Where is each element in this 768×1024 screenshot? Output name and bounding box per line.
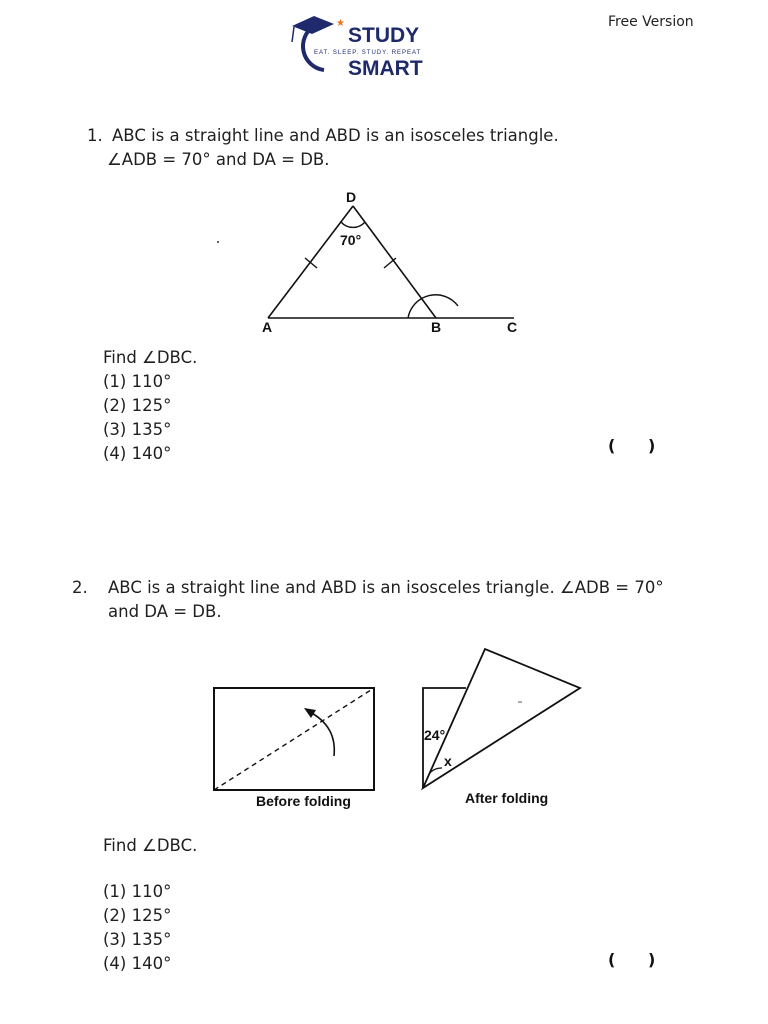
question-1-option-2[interactable]: (2) 125° bbox=[103, 396, 172, 415]
logo-graphic bbox=[284, 12, 474, 82]
question-1-answer-close: ) bbox=[648, 436, 656, 455]
question-1-option-4[interactable]: (4) 140° bbox=[103, 444, 172, 463]
question-1-answer-open: ( bbox=[608, 436, 616, 455]
question-2-option-2[interactable]: (2) 125° bbox=[103, 906, 172, 925]
label-c: C bbox=[507, 319, 518, 335]
question-2-option-1[interactable]: (1) 110° bbox=[103, 882, 172, 901]
question-2-line1: ABC is a straight line and ABD is an isosceles triangle. ∠ADB = 70° bbox=[108, 578, 664, 597]
label-70-degrees: 70° bbox=[340, 232, 362, 248]
logo-study-text: STUDY bbox=[348, 24, 420, 47]
label-d: D bbox=[346, 189, 357, 205]
question-1-answer-box[interactable] bbox=[620, 436, 646, 458]
svg-text:★: ★ bbox=[336, 18, 345, 29]
question-1-number: 1. bbox=[87, 126, 103, 145]
fold-arrow-icon bbox=[310, 712, 334, 756]
question-2-option-3[interactable]: (3) 135° bbox=[103, 930, 172, 949]
tick-mark-db bbox=[384, 258, 396, 268]
fold-line bbox=[214, 688, 374, 790]
question-2-line2: and DA = DB. bbox=[108, 602, 222, 621]
question-2-answer-close: ) bbox=[648, 950, 656, 969]
logo-smart-text: SMART bbox=[348, 57, 423, 80]
graduation-cap-icon bbox=[292, 16, 334, 34]
version-label: Free Version bbox=[608, 14, 694, 30]
after-folding-caption: After folding bbox=[465, 790, 549, 806]
side-db bbox=[353, 206, 436, 318]
logo-tagline: EAT. SLEEP. STUDY. REPEAT bbox=[314, 50, 422, 56]
study-smart-logo bbox=[284, 12, 474, 82]
angle-label-x: x bbox=[444, 753, 452, 769]
label-b: B bbox=[431, 319, 442, 335]
question-2-number: 2. bbox=[72, 578, 88, 597]
question-1-prompt: Find ∠DBC. bbox=[103, 348, 198, 367]
question-1-option-3[interactable]: (3) 135° bbox=[103, 420, 172, 439]
question-2-prompt: Find ∠DBC. bbox=[103, 836, 198, 855]
question-2-answer-open: ( bbox=[608, 950, 616, 969]
before-folding-caption: Before folding bbox=[256, 793, 351, 809]
label-a: A bbox=[262, 319, 273, 335]
question-1-line2: ∠ADB = 70° and DA = DB. bbox=[107, 150, 330, 169]
question-1-line1: ABC is a straight line and ABD is an isosceles triangle. bbox=[112, 126, 559, 145]
triangle-figure bbox=[200, 182, 540, 342]
question-2-answer-box[interactable] bbox=[620, 950, 646, 972]
question-2-option-4[interactable]: (4) 140° bbox=[103, 954, 172, 973]
angle-label-24: 24° bbox=[424, 727, 446, 743]
folding-figure bbox=[200, 640, 600, 820]
angle-arc-d bbox=[341, 222, 365, 227]
question-1-option-1[interactable]: (1) 110° bbox=[103, 372, 172, 391]
